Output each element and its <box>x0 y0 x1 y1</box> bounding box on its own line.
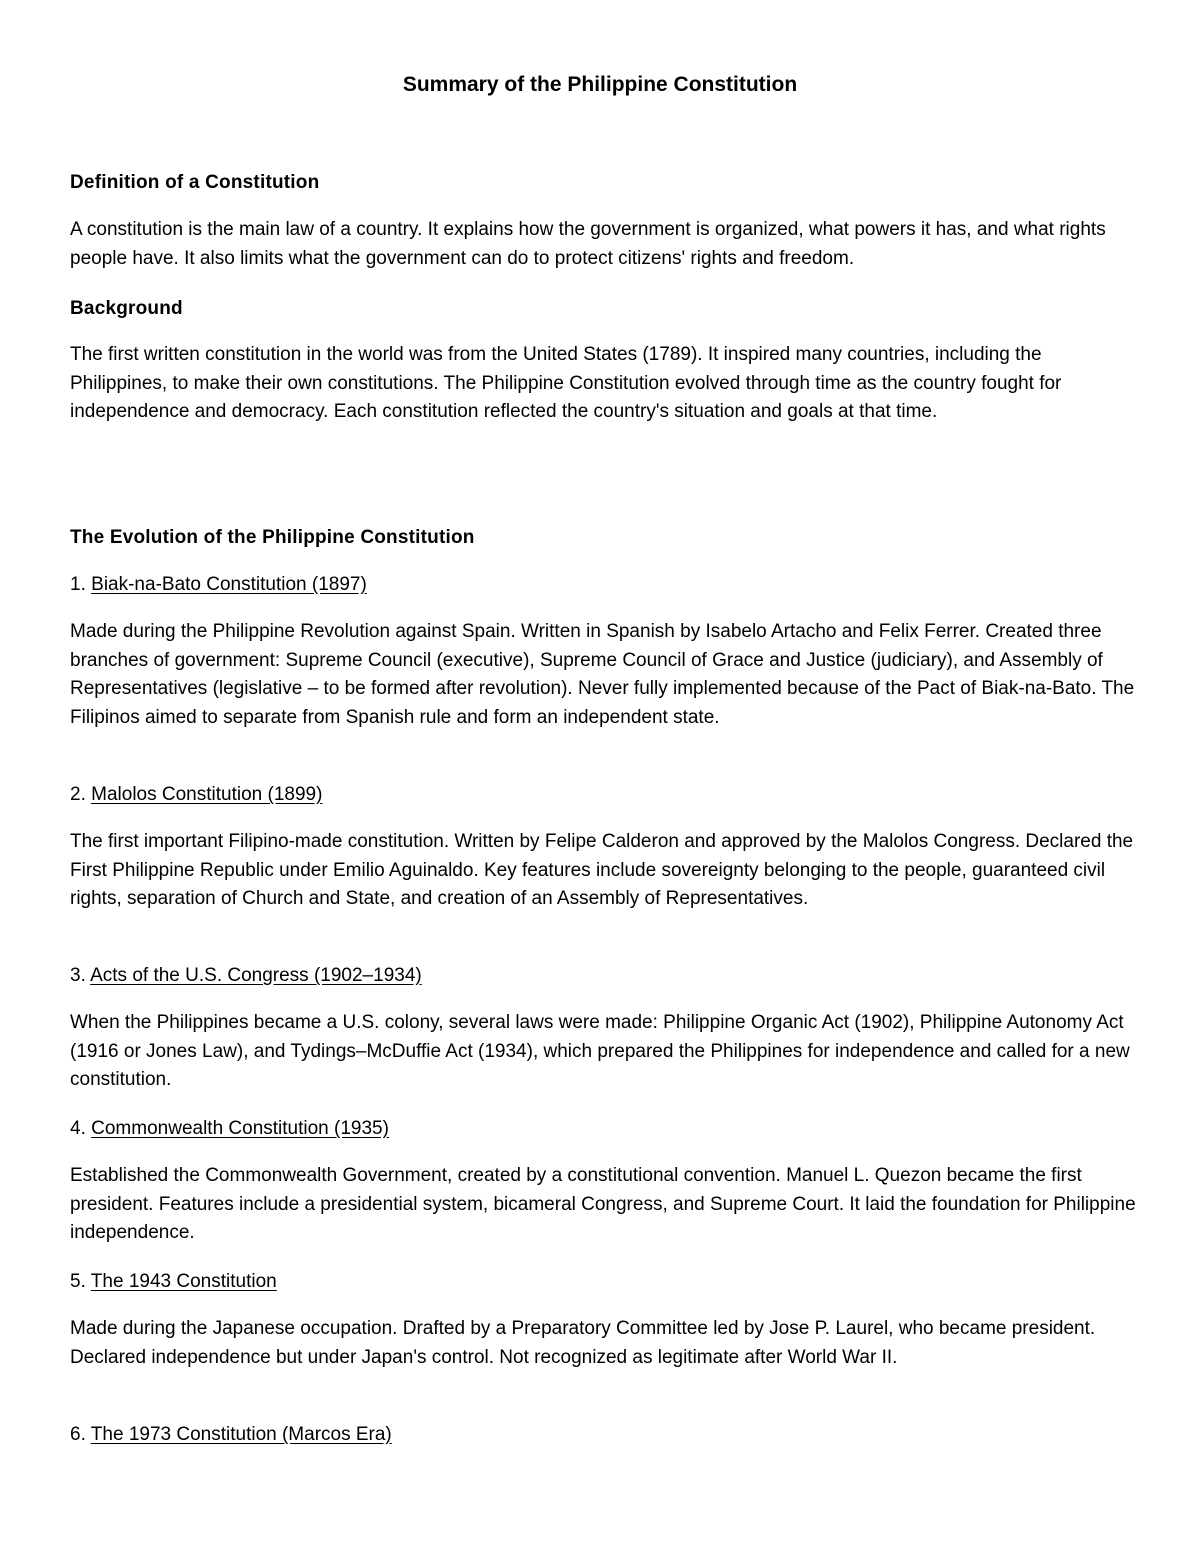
background-heading: Background <box>70 298 183 319</box>
item-title: The 1943 Constitution <box>90 1271 277 1292</box>
list-item-title <box>70 783 322 807</box>
definition-text: A constitution is the main law of a country. It explains how the government is organized, what powers it has, and what rights people have. It also limits what the government can do to protect citizens' rights and freedom. <box>70 219 1106 269</box>
list-item-title <box>70 1423 392 1447</box>
page-title: Summary of the Philippine Constitution <box>402 73 798 96</box>
list-item-title <box>70 1117 389 1141</box>
item-number: 3. <box>70 965 86 986</box>
list-item-text: The first important Filipino-made constitution. Written by Felipe Calderon and approved by the Malolos Congress. Declared the First Philippine Republic under Emilio Aguinaldo. Key features include sovereignty belonging to the people, guaranteed civil rights, separation of Church and State, and creation of an Assembly of Representatives. <box>70 831 1134 910</box>
item-title: Biak-na-Bato Constitution (1897) <box>91 574 367 595</box>
list-item-text: Made during the Japanese occupation. Drafted by a Preparatory Committee led by Jose P. Laurel, who became president. Declared independence but under Japan's control. Not recognized as legitimate after World War II. <box>70 1318 1096 1368</box>
list-item-text: Made during the Philippine Revolution against Spain. Written in Spanish by Isabelo Artacho and Felix Ferrer. Created three branches of government: Supreme Council (executive), Supreme Council of Grace and Justice (judiciary), and Assembly of Representatives (legislative – to be formed after revolution). Never fully implemented because of the Pact of Biak-na-Bato. The Filipinos aimed to separate from Spanish rule and form an independent state. <box>70 621 1135 728</box>
item-title: Commonwealth Constitution (1935) <box>91 1118 389 1139</box>
evolution-heading: The Evolution of the Philippine Constitution <box>70 527 475 548</box>
item-number: 2. <box>70 784 86 805</box>
list-item-text: Established the Commonwealth Government, created by a constitutional convention. Manuel L. Quezon became the first president. Features include a presidential system, bicameral Congress, and Supreme Court. It laid the foundation for Philippine independence. <box>70 1165 1136 1244</box>
item-title: Acts of the U.S. Congress (1902–1934) <box>90 965 422 986</box>
background-text: The first written constitution in the world was from the United States (1789). It inspired many countries, including the Philippines, to make their own constitutions. The Philippine Constitution evolved through time as the country fought for independence and democracy. Each constitution reflected the country's situation and goals at that time. <box>70 344 1062 423</box>
list-item-text: When the Philippines became a U.S. colony, several laws were made: Philippine Organic Act (1902), Philippine Autonomy Act (1916 or Jones Law), and Tydings–McDuffie Act (1934), which prepared the Philippines for independence and called for a new constitution. <box>70 1012 1130 1091</box>
item-title: The 1973 Constitution (Marcos Era) <box>90 1424 392 1445</box>
definition-heading: Definition of a Constitution <box>70 172 320 193</box>
item-number: 6. <box>70 1424 86 1445</box>
item-number: 5. <box>70 1271 86 1292</box>
list-item-title <box>70 573 367 597</box>
item-number: 4. <box>70 1118 86 1139</box>
list-item-title <box>70 1270 277 1294</box>
item-number: 1. <box>70 574 86 595</box>
list-item-title <box>70 964 422 988</box>
item-title: Malolos Constitution (1899) <box>91 784 323 805</box>
